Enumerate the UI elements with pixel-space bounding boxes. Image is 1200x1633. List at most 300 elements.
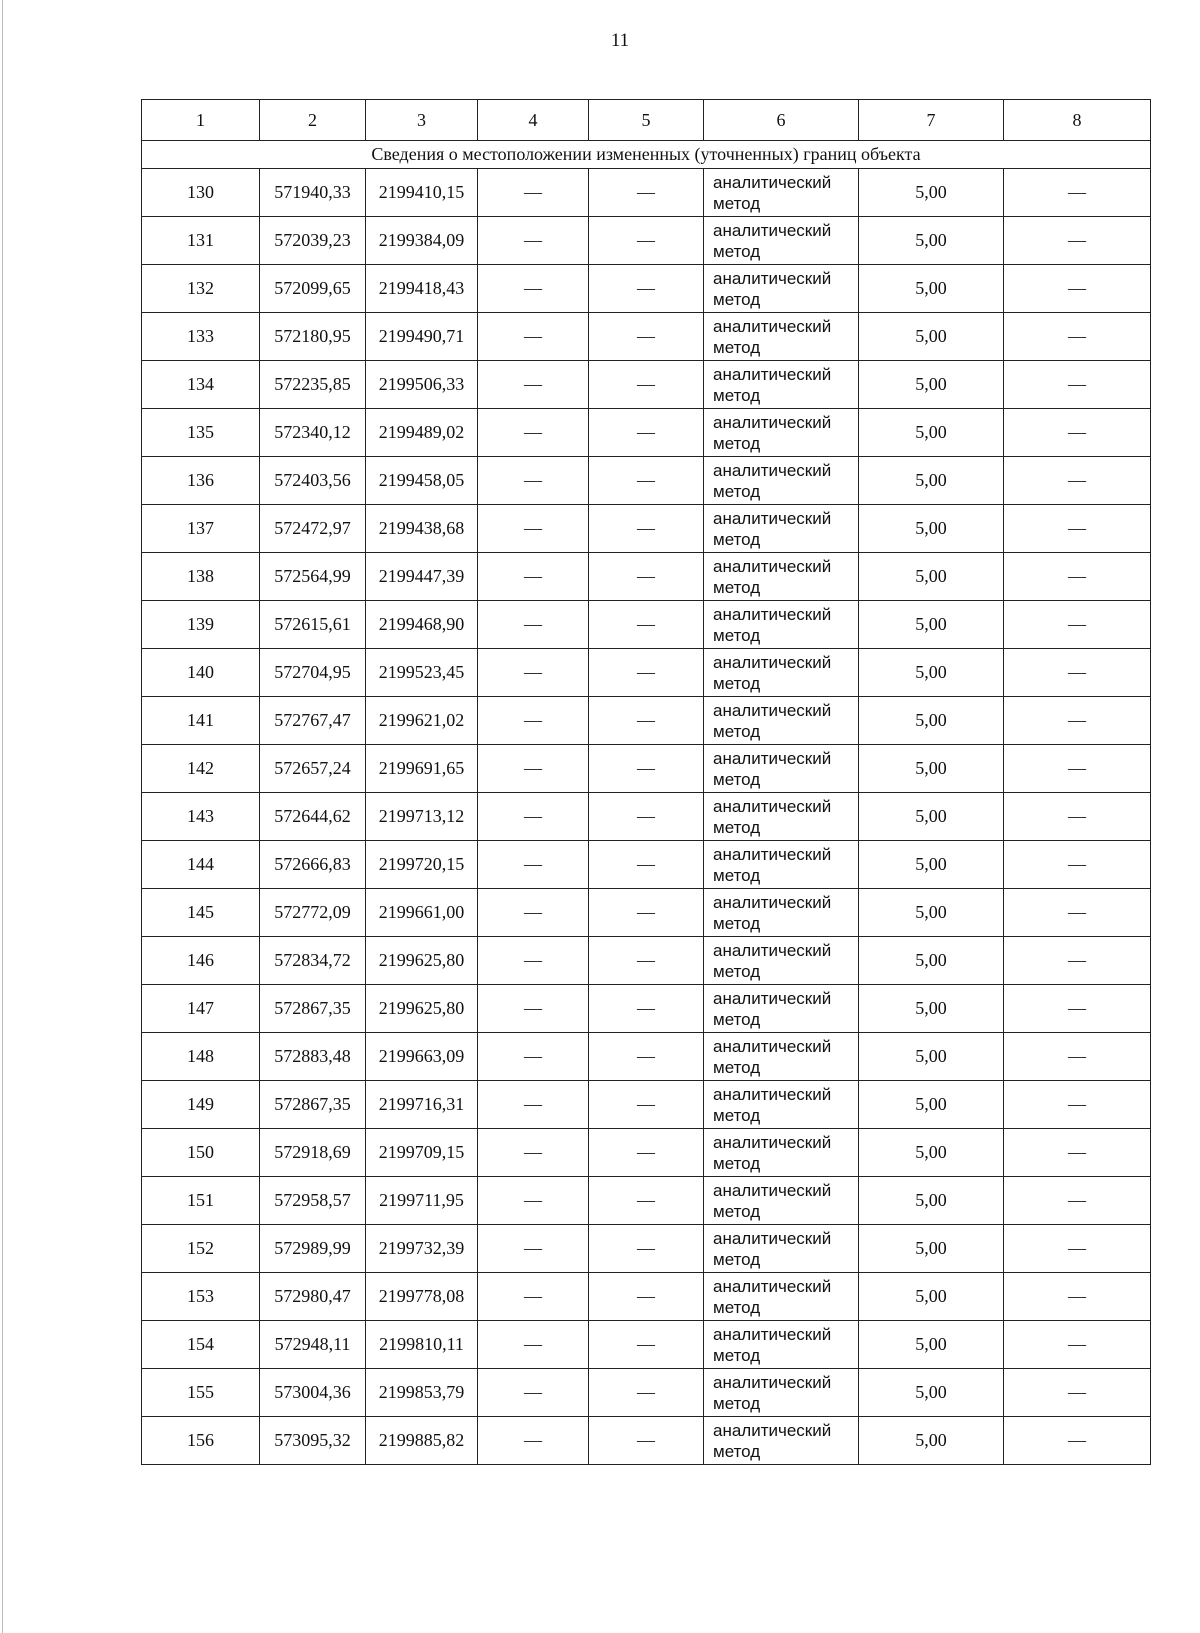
column-4-cell-text: — [524,662,542,682]
accuracy-cell-text: 5,00 [915,758,947,778]
column-8-cell [1004,697,1151,745]
y-coordinate-cell-text: 2199720,15 [378,854,465,874]
method-cell [704,1417,859,1465]
accuracy-cell-text: 5,00 [915,374,947,394]
point-number-cell [142,217,260,265]
table-row [142,1417,1151,1465]
column-8-cell-text: — [1068,854,1086,874]
x-coordinate-cell [260,217,366,265]
column-8-cell-text: — [1068,278,1086,298]
column-8-cell-text: — [1068,614,1086,634]
method-cell-text: аналитический метод [713,1372,832,1413]
accuracy-cell [859,745,1004,793]
table-row [142,601,1151,649]
column-5-cell-text: — [637,1286,655,1306]
x-coordinate-cell-text: 573095,32 [274,1430,351,1450]
point-number-cell [142,1177,260,1225]
column-4-cell-text: — [524,710,542,730]
point-number-cell-text: 134 [187,374,214,394]
column-5-cell [589,1369,704,1417]
y-coordinate-cell-text: 2199447,39 [378,566,465,586]
y-coordinate-cell-text: 2199490,71 [378,326,465,346]
column-4-cell-text: — [524,374,542,394]
column-4-cell-text: — [524,998,542,1018]
point-number-cell-text: 147 [187,998,214,1018]
column-5-cell-text: — [637,806,655,826]
y-coordinate-cell-text: 2199458,05 [378,470,465,490]
accuracy-cell-text: 5,00 [915,518,947,538]
accuracy-cell [859,1273,1004,1321]
y-coordinate-cell [366,217,478,265]
column-5-cell-text: — [637,230,655,250]
x-coordinate-cell [260,1033,366,1081]
y-coordinate-cell-text: 2199778,08 [378,1286,465,1306]
accuracy-cell-text: 5,00 [915,326,947,346]
point-number-cell [142,265,260,313]
column-5-cell [589,553,704,601]
y-coordinate-cell [366,985,478,1033]
point-number-cell-text: 131 [187,230,214,250]
column-4-cell-text: — [524,422,542,442]
x-coordinate-cell-text: 572772,09 [274,902,351,922]
point-number-cell-text: 148 [187,1046,214,1066]
y-coordinate-cell-text: 2199713,12 [378,806,465,826]
point-number-cell [142,1273,260,1321]
table-row [142,1321,1151,1369]
accuracy-cell [859,553,1004,601]
y-coordinate-cell [366,1129,478,1177]
table-row [142,1273,1151,1321]
column-5-cell [589,889,704,937]
accuracy-cell [859,505,1004,553]
x-coordinate-cell-text: 572564,99 [274,566,351,586]
column-4-cell-text: — [524,470,542,490]
column-number-header [142,100,1151,141]
method-cell [704,505,859,553]
column-5-cell [589,1081,704,1129]
point-number-cell-text: 150 [187,1142,214,1162]
method-cell-text: аналитический метод [713,700,832,741]
column-8-cell [1004,457,1151,505]
section-title: Сведения о местоположении измененных (уточненных) границ объекта [142,141,1151,169]
y-coordinate-cell [366,1321,478,1369]
column-4-cell [478,1129,589,1177]
table-row [142,937,1151,985]
method-cell [704,745,859,793]
column-4-cell [478,1321,589,1369]
y-coordinate-cell-text: 2199468,90 [378,614,465,634]
accuracy-cell [859,1033,1004,1081]
column-4-cell-text: — [524,1382,542,1402]
point-number-cell [142,793,260,841]
method-cell [704,793,859,841]
x-coordinate-cell-text: 572980,47 [274,1286,351,1306]
y-coordinate-cell [366,457,478,505]
column-4-cell-text: — [524,806,542,826]
point-number-cell-text: 155 [187,1382,214,1402]
method-cell-text: аналитический метод [713,412,832,453]
column-8-cell-text: — [1068,806,1086,826]
column-5-cell [589,313,704,361]
column-4-cell-text: — [524,950,542,970]
table-row [142,649,1151,697]
column-8-cell-text: — [1068,1046,1086,1066]
column-8-cell [1004,361,1151,409]
column-8-cell-text: — [1068,1286,1086,1306]
point-number-cell-text: 151 [187,1190,214,1210]
y-coordinate-cell [366,265,478,313]
column-8-cell [1004,601,1151,649]
x-coordinate-cell-text: 572834,72 [274,950,351,970]
column-4-cell-text: — [524,758,542,778]
point-number-cell [142,601,260,649]
accuracy-cell [859,1129,1004,1177]
method-cell [704,889,859,937]
x-coordinate-cell-text: 572235,85 [274,374,351,394]
column-8-cell [1004,409,1151,457]
column-5-cell [589,265,704,313]
y-coordinate-cell [366,1417,478,1465]
column-5-cell-text: — [637,950,655,970]
x-coordinate-cell [260,1273,366,1321]
section-title-row [142,141,1151,169]
table-row [142,1177,1151,1225]
column-8-cell-text: — [1068,758,1086,778]
x-coordinate-cell [260,169,366,217]
accuracy-cell-text: 5,00 [915,1430,947,1450]
table-row [142,1033,1151,1081]
column-4-cell [478,553,589,601]
column-8-cell-text: — [1068,950,1086,970]
column-5-cell-text: — [637,1382,655,1402]
column-5-cell [589,601,704,649]
column-5-cell [589,937,704,985]
x-coordinate-cell-text: 572180,95 [274,326,351,346]
column-4-cell-text: — [524,566,542,586]
column-5-cell [589,1321,704,1369]
point-number-cell [142,697,260,745]
method-cell [704,649,859,697]
column-4-cell [478,1033,589,1081]
accuracy-cell-text: 5,00 [915,566,947,586]
accuracy-cell [859,217,1004,265]
column-8-cell [1004,1033,1151,1081]
method-cell [704,985,859,1033]
method-cell [704,1369,859,1417]
point-number-cell-text: 136 [187,470,214,490]
point-number-cell [142,1369,260,1417]
method-cell [704,601,859,649]
x-coordinate-cell-text: 572644,62 [274,806,351,826]
y-coordinate-cell [366,505,478,553]
accuracy-cell-text: 5,00 [915,1142,947,1162]
point-number-cell [142,313,260,361]
column-8-cell [1004,937,1151,985]
column-5-cell [589,1129,704,1177]
x-coordinate-cell-text: 571940,33 [274,182,351,202]
column-8-cell [1004,889,1151,937]
column-5-cell-text: — [637,326,655,346]
column-4-cell-text: — [524,854,542,874]
table-row [142,169,1151,217]
column-8-cell-text: — [1068,1094,1086,1114]
column-4-cell [478,889,589,937]
method-cell [704,217,859,265]
column-4-cell [478,169,589,217]
table-row [142,745,1151,793]
column-4-cell-text: — [524,1286,542,1306]
accuracy-cell-text: 5,00 [915,806,947,826]
column-4-cell-text: — [524,326,542,346]
x-coordinate-cell-text: 572472,97 [274,518,351,538]
y-coordinate-cell [366,313,478,361]
column-5-cell-text: — [637,614,655,634]
column-8-cell-text: — [1068,998,1086,1018]
accuracy-cell [859,169,1004,217]
column-8-cell [1004,505,1151,553]
method-cell-text: аналитический метод [713,1228,832,1269]
x-coordinate-cell [260,553,366,601]
scan-edge-mark [2,0,3,1633]
column-4-cell [478,409,589,457]
column-8-cell-text: — [1068,1238,1086,1258]
accuracy-cell-text: 5,00 [915,1094,947,1114]
column-8-cell-text: — [1068,1142,1086,1162]
column-5-cell-text: — [637,1334,655,1354]
accuracy-cell [859,1369,1004,1417]
x-coordinate-cell [260,697,366,745]
x-coordinate-cell-text: 572403,56 [274,470,351,490]
accuracy-cell [859,697,1004,745]
method-cell-text: аналитический метод [713,460,832,501]
y-coordinate-cell [366,1273,478,1321]
method-cell-text: аналитический метод [713,1276,832,1317]
point-number-cell-text: 142 [187,758,214,778]
y-coordinate-cell-text: 2199418,43 [378,278,465,298]
x-coordinate-cell [260,409,366,457]
y-coordinate-cell-text: 2199663,09 [378,1046,465,1066]
column-5-cell-text: — [637,710,655,730]
header-cell: 6 [704,100,859,141]
table-row [142,697,1151,745]
accuracy-cell [859,1081,1004,1129]
table-row [142,793,1151,841]
column-4-cell-text: — [524,1430,542,1450]
column-5-cell-text: — [637,518,655,538]
method-cell-text: аналитический метод [713,364,832,405]
column-4-cell [478,649,589,697]
method-cell-text: аналитический метод [713,556,832,597]
accuracy-cell-text: 5,00 [915,1286,947,1306]
column-4-cell [478,745,589,793]
accuracy-cell-text: 5,00 [915,1190,947,1210]
accuracy-cell [859,937,1004,985]
point-number-cell-text: 143 [187,806,214,826]
point-number-cell [142,1129,260,1177]
column-8-cell-text: — [1068,518,1086,538]
column-8-cell-text: — [1068,374,1086,394]
method-cell [704,409,859,457]
x-coordinate-cell [260,841,366,889]
y-coordinate-cell-text: 2199732,39 [378,1238,465,1258]
column-8-cell [1004,745,1151,793]
point-number-cell-text: 140 [187,662,214,682]
header-cell: 5 [589,100,704,141]
point-number-cell-text: 139 [187,614,214,634]
column-8-cell [1004,169,1151,217]
x-coordinate-cell-text: 572989,99 [274,1238,351,1258]
point-number-cell [142,745,260,793]
point-number-cell [142,457,260,505]
x-coordinate-cell-text: 573004,36 [274,1382,351,1402]
method-cell [704,265,859,313]
header-cell: 8 [1004,100,1151,141]
point-number-cell-text: 144 [187,854,214,874]
column-5-cell-text: — [637,566,655,586]
accuracy-cell [859,1417,1004,1465]
column-8-cell [1004,313,1151,361]
y-coordinate-cell-text: 2199716,31 [378,1094,465,1114]
accuracy-cell-text: 5,00 [915,1382,947,1402]
x-coordinate-cell [260,457,366,505]
method-cell [704,457,859,505]
point-number-cell-text: 141 [187,710,214,730]
column-4-cell-text: — [524,182,542,202]
y-coordinate-cell [366,745,478,793]
point-number-cell-text: 132 [187,278,214,298]
accuracy-cell-text: 5,00 [915,278,947,298]
accuracy-cell-text: 5,00 [915,422,947,442]
y-coordinate-cell-text: 2199506,33 [378,374,465,394]
y-coordinate-cell [366,1033,478,1081]
column-5-cell [589,1177,704,1225]
x-coordinate-cell-text: 572867,35 [274,1094,351,1114]
y-coordinate-cell-text: 2199709,15 [378,1142,465,1162]
method-cell-text: аналитический метод [713,1084,832,1125]
column-4-cell [478,313,589,361]
point-number-cell-text: 145 [187,902,214,922]
column-8-cell [1004,841,1151,889]
point-number-cell [142,889,260,937]
table-row [142,361,1151,409]
column-8-cell [1004,1321,1151,1369]
accuracy-cell [859,841,1004,889]
point-number-cell-text: 137 [187,518,214,538]
column-5-cell [589,457,704,505]
point-number-cell [142,361,260,409]
x-coordinate-cell-text: 572657,24 [274,758,351,778]
column-5-cell [589,697,704,745]
method-cell-text: аналитический метод [713,1420,832,1461]
accuracy-cell [859,649,1004,697]
column-5-cell-text: — [637,998,655,1018]
method-cell [704,841,859,889]
table-row [142,313,1151,361]
method-cell [704,169,859,217]
column-4-cell-text: — [524,1190,542,1210]
column-4-cell-text: — [524,1046,542,1066]
column-4-cell-text: — [524,1238,542,1258]
point-number-cell [142,553,260,601]
column-5-cell [589,649,704,697]
method-cell-text: аналитический метод [713,796,832,837]
column-4-cell [478,937,589,985]
column-4-cell-text: — [524,230,542,250]
x-coordinate-cell [260,1225,366,1273]
accuracy-cell-text: 5,00 [915,902,947,922]
header-cell: 2 [260,100,366,141]
page-number: 11 [610,30,630,51]
method-cell-text: аналитический метод [713,988,832,1029]
x-coordinate-cell [260,985,366,1033]
column-5-cell-text: — [637,1094,655,1114]
x-coordinate-cell-text: 572039,23 [274,230,351,250]
accuracy-cell-text: 5,00 [915,1334,947,1354]
column-4-cell-text: — [524,614,542,634]
column-4-cell [478,505,589,553]
point-number-cell-text: 153 [187,1286,214,1306]
y-coordinate-cell [366,1081,478,1129]
column-5-cell [589,1417,704,1465]
point-number-cell [142,1321,260,1369]
method-cell-text: аналитический метод [713,1036,832,1077]
y-coordinate-cell-text: 2199625,80 [378,998,465,1018]
point-number-cell [142,1081,260,1129]
column-8-cell [1004,1129,1151,1177]
table-row [142,841,1151,889]
column-8-cell-text: — [1068,710,1086,730]
column-4-cell [478,601,589,649]
y-coordinate-cell [366,841,478,889]
method-cell-text: аналитический метод [713,508,832,549]
accuracy-cell [859,409,1004,457]
column-5-cell-text: — [637,902,655,922]
accuracy-cell-text: 5,00 [915,662,947,682]
point-number-cell-text: 135 [187,422,214,442]
y-coordinate-cell-text: 2199410,15 [378,182,465,202]
y-coordinate-cell-text: 2199853,79 [378,1382,465,1402]
column-4-cell-text: — [524,1334,542,1354]
point-number-cell [142,505,260,553]
column-8-cell-text: — [1068,1190,1086,1210]
point-number-cell-text: 156 [187,1430,214,1450]
x-coordinate-cell-text: 572666,83 [274,854,351,874]
accuracy-cell [859,313,1004,361]
method-cell [704,1225,859,1273]
table-row [142,1081,1151,1129]
point-number-cell [142,937,260,985]
point-number-cell [142,1225,260,1273]
method-cell-text: аналитический метод [713,892,832,933]
y-coordinate-cell [366,1225,478,1273]
column-8-cell [1004,649,1151,697]
column-5-cell [589,841,704,889]
column-5-cell-text: — [637,758,655,778]
column-5-cell-text: — [637,662,655,682]
point-number-cell [142,841,260,889]
column-5-cell-text: — [637,470,655,490]
table-row [142,265,1151,313]
y-coordinate-cell-text: 2199523,45 [378,662,465,682]
accuracy-cell-text: 5,00 [915,1238,947,1258]
accuracy-cell [859,361,1004,409]
point-number-cell-text: 146 [187,950,214,970]
column-8-cell [1004,1225,1151,1273]
x-coordinate-cell [260,313,366,361]
point-number-cell-text: 149 [187,1094,214,1114]
column-8-cell-text: — [1068,662,1086,682]
column-5-cell-text: — [637,182,655,202]
